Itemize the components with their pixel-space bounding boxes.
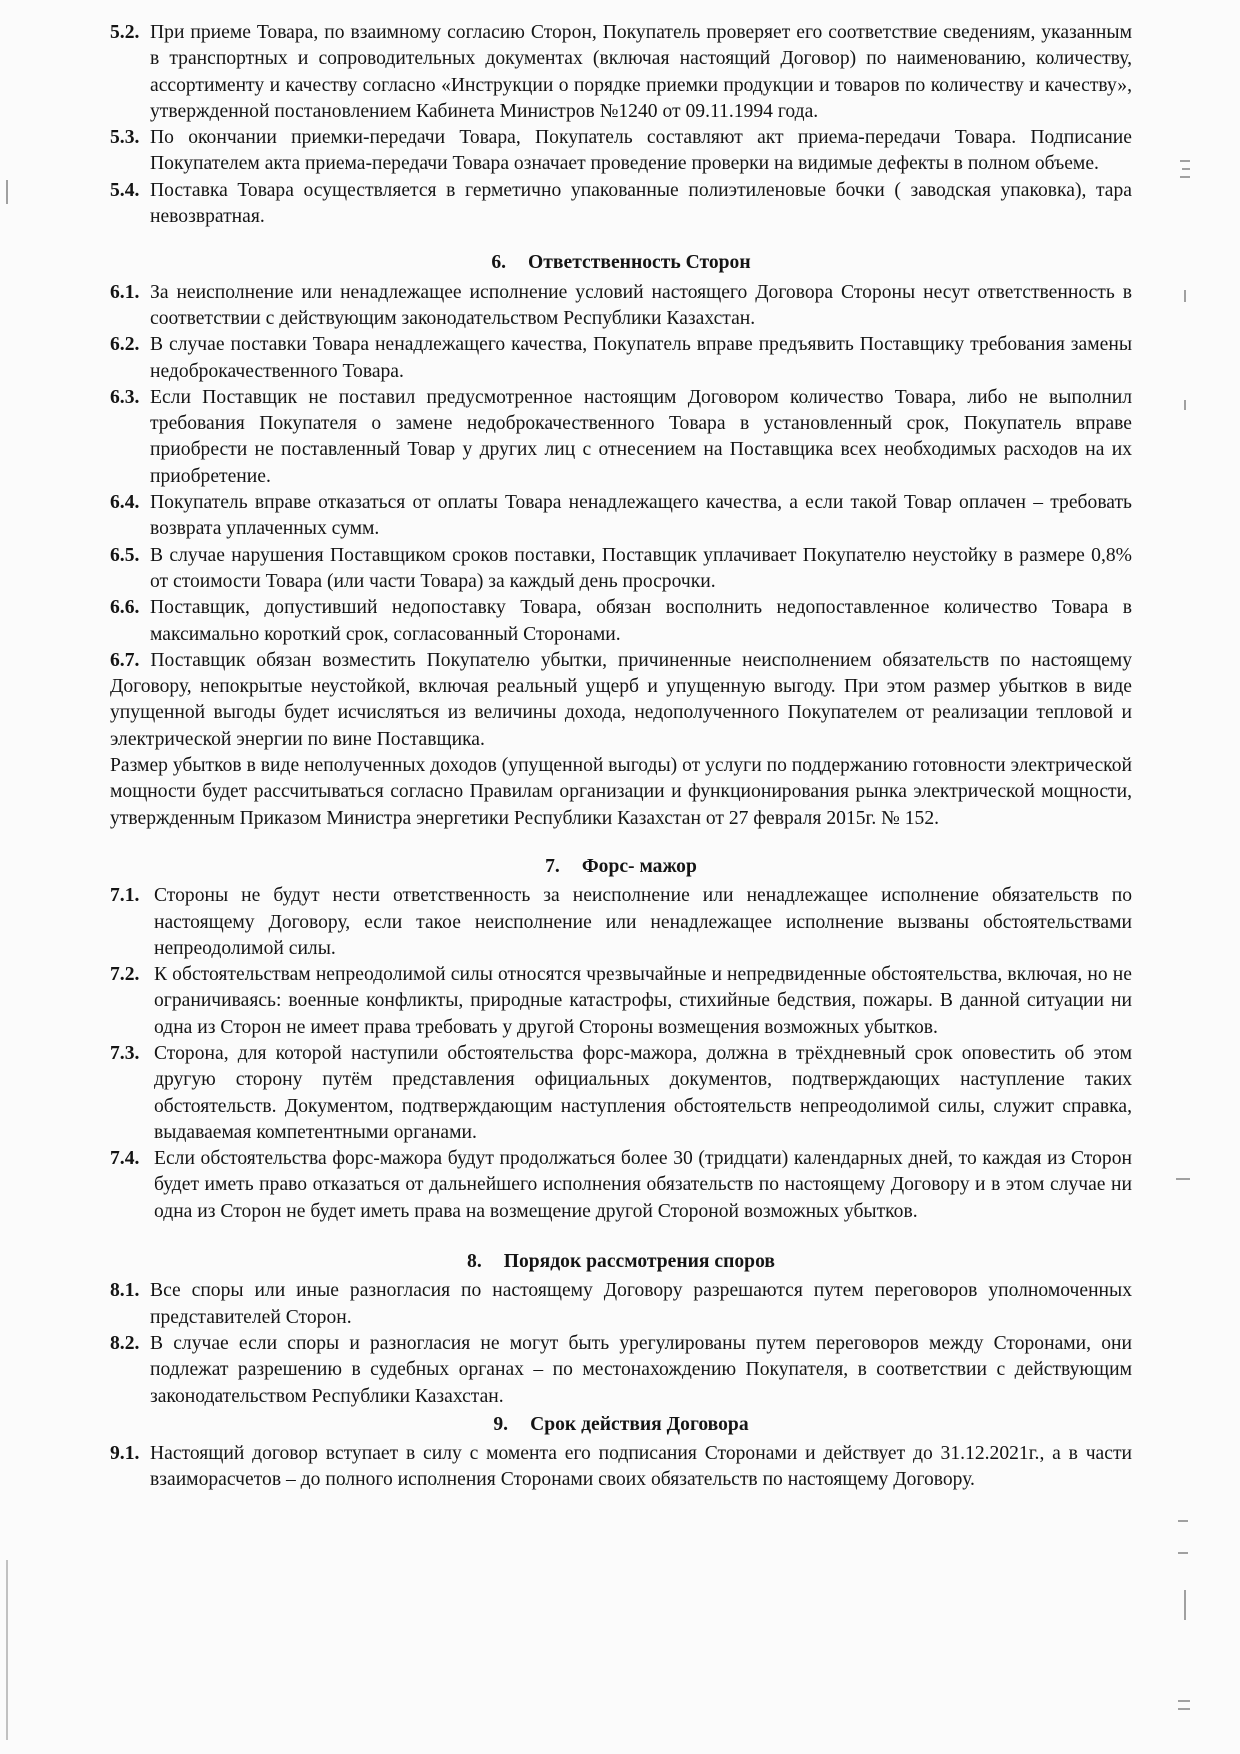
scan-mark	[1178, 1520, 1188, 1522]
scan-mark	[1176, 1178, 1190, 1180]
scan-mark	[1178, 1708, 1190, 1710]
clause-number: 5.2.	[110, 22, 140, 43]
scan-mark	[1184, 400, 1186, 410]
clause-number: 6.5.	[110, 544, 140, 566]
clause-number: 7.1.	[110, 885, 140, 907]
clause-number: 6.2.	[110, 334, 140, 356]
section-number: 9.	[493, 1413, 509, 1435]
section-number: 7.	[545, 855, 560, 877]
clause-7-4	[110, 1146, 1132, 1225]
clause-text: Все споры или иные разногласия по настоящему Договору разрешаются путем переговоров уполномоченных представителей Сторон.	[150, 1280, 1132, 1328]
clause-9-1	[110, 1441, 1132, 1494]
clause-text: Покупатель вправе отказаться от оплаты Товара ненадлежащего качества, а если такой Товар оплачен – требовать возврата уплаченных сумм.	[150, 492, 1132, 540]
clause-7-2	[110, 962, 1132, 1041]
clause-6-1	[110, 280, 1132, 333]
clause-number: 5.4.	[110, 179, 140, 201]
clause-text: В случае нарушения Поставщиком сроков поставки, Поставщик уплачивает Покупателю неустойку в размере 0,8% от стоимости Товара (или части Товара) за каждый день просрочки.	[150, 544, 1132, 592]
contract-text	[110, 20, 1132, 1494]
section-8-heading	[110, 1249, 1132, 1275]
clause-6-7	[110, 648, 1132, 753]
clause-number: 6.6.	[110, 597, 140, 619]
clause-6-6	[110, 595, 1132, 648]
clause-number: 7.2.	[110, 964, 140, 986]
scan-mark	[1180, 160, 1190, 162]
section-title: Ответственность Сторон	[528, 252, 751, 274]
clause-number: 6.1.	[110, 281, 140, 303]
clause-8-2	[110, 1331, 1132, 1410]
clause-text: В случае поставки Товара ненадлежащего качества, Покупатель вправе предъявить Поставщику требования замены недоброкачественного Товара.	[150, 334, 1132, 382]
scan-mark	[1180, 176, 1190, 178]
section-number: 6.	[491, 252, 507, 274]
section-title: Порядок рассмотрения споров	[503, 1251, 775, 1273]
clause-7-3	[110, 1041, 1132, 1146]
section-9-clauses	[110, 1441, 1132, 1494]
clause-number: 5.3.	[110, 127, 140, 149]
section-5-clauses	[110, 20, 1132, 230]
clause-text: Поставщик обязан возместить Покупателю убытки, причиненные неисполнением обязательств по настоящему Договору, непокрытые неустойкой, включая реальный ущерб и упущенную выгоду. При этом размер убытков в виде упущенной выгоды будет исчисляться из величины дохода, недополученного Покупателем от реализации тепловой и электрической энергии по вине Поставщика.	[110, 649, 1132, 750]
section-6-paragraph: Размер убытков в виде неполученных доходов (упущенной выгоды) от услуги по поддержанию готовности электрической мощности будет рассчитываться согласно Правилам организации и функционирования рынка электрической мощности, утвержденным Приказом Министра энергетики Республики Казахстан от 27 февраля 2015г. № 152.	[110, 755, 1132, 829]
scan-mark	[6, 1560, 8, 1740]
section-title: Срок действия Договора	[530, 1413, 749, 1435]
section-9-heading	[110, 1412, 1132, 1438]
clause-text: В случае если споры и разногласия не могут быть урегулированы путем переговоров между Сторонами, они подлежат разрешению в судебных органах – по местонахождению Покупателя, в соответствии с действующим законодательством Республики Казахстан.	[150, 1332, 1132, 1407]
scan-mark	[6, 180, 8, 204]
section-7-heading	[110, 854, 1132, 880]
scan-mark	[1184, 1590, 1186, 1620]
section-6-clauses	[110, 280, 1132, 832]
clause-6-2	[110, 332, 1132, 385]
clause-5-2	[110, 20, 1132, 125]
section-6-heading	[110, 250, 1132, 276]
clause-5-4	[110, 178, 1132, 231]
scan-mark	[1178, 1552, 1188, 1554]
clause-text: Стороны не будут нести ответственность за неисполнение или ненадлежащее исполнение обязательств по настоящему Договору, если такое неисполнение или ненадлежащее исполнение вызваны обстоятельствами непреодолимой силы.	[154, 885, 1132, 959]
clause-number: 8.2.	[110, 1332, 140, 1354]
clause-text: Если обстоятельства форс-мажора будут продолжаться более 30 (тридцати) календарных дней, то каждая из Сторон будет иметь право отказаться от дальнейшего исполнения обязательств по настоящему Договору и в этом случае ни одна из Сторон не будет иметь права на возмещение другой Стороной возможных убытков.	[154, 1148, 1132, 1222]
section-number: 8.	[467, 1251, 482, 1273]
clause-5-3	[110, 125, 1132, 178]
clause-text: Поставщик, допустивший недопоставку Товара, обязан восполнить недопоставленное количество Товара в максимально короткий срок, согласованный Сторонами.	[150, 597, 1132, 645]
scan-mark	[1178, 1700, 1190, 1702]
clause-number: 6.4.	[110, 492, 140, 514]
clause-text: За неисполнение или ненадлежащее исполнение условий настоящего Договора Стороны несут ответственность в соответствии с действующим законодательством Республики Казахстан.	[150, 281, 1132, 329]
clause-text: Настоящий договор вступает в силу с момента его подписания Сторонами и действует до 31.12.2021г., а в части взаиморасчетов – до полного исполнения Сторонами своих обязательств по настоящему Договору.	[150, 1443, 1132, 1491]
clause-text: При приеме Товара, по взаимному согласию Сторон, Покупатель проверяет его соответствие сведениям, указанным в транспортных и сопроводительных документах (включая настоящий Договор) по наименованию, количеству, ассортименту и качеству согласно «Инструкции о порядке приемки продукции и товаров по количеству и качеству», утвержденной постановлением Кабинета Министров №1240 от 09.11.1994 года.	[150, 22, 1132, 122]
clause-number: 9.1.	[110, 1443, 140, 1465]
clause-number: 6.7.	[110, 649, 140, 671]
clause-8-1	[110, 1278, 1132, 1331]
clause-text: Поставка Товара осуществляется в герметично упакованные полиэтиленовые бочки ( заводская упаковка), тара невозвратная.	[150, 179, 1132, 228]
clause-6-5	[110, 543, 1132, 596]
clause-6-4	[110, 490, 1132, 543]
scan-mark	[1182, 168, 1190, 170]
section-8-clauses	[110, 1278, 1132, 1409]
clause-text: По окончании приемки-передачи Товара, Покупатель составляют акт приема-передачи Товара. Подписание Покупателем акта приема-передачи Товара означает проведение проверки на видимые дефекты в полном объеме.	[150, 127, 1132, 175]
clause-text: Если Поставщик не поставил предусмотренное настоящим Договором количество Товара, либо не выполнил требования Покупателя о замене недоброкачественного Товара в установленный срок, Покупатель вправе приобрести не поставленный Товар у других лиц с отнесением на Поставщика всех необходимых расходов на их приобретение.	[150, 386, 1132, 487]
scan-mark	[1184, 290, 1186, 302]
clause-number: 8.1.	[110, 1280, 140, 1302]
clause-7-1	[110, 883, 1132, 962]
section-title: Форс- мажор	[581, 855, 697, 877]
clause-number: 7.4.	[110, 1148, 140, 1170]
clause-text: К обстоятельствам непреодолимой силы относятся чрезвычайные и непредвиденные обстоятельства, включая, но не ограничиваясь: военные конфликты, природные катастрофы, стихийные бедствия, пожары. В данной ситуации ни одна из Сторон не имеет права требовать у другой Стороны возмещения возможных убытков.	[154, 964, 1132, 1038]
clause-number: 6.3.	[110, 386, 140, 408]
clause-number: 7.3.	[110, 1042, 140, 1064]
clause-6-3	[110, 385, 1132, 490]
clause-text: Сторона, для которой наступили обстоятельства форс-мажора, должна в трёхдневный срок оповестить об этом другую сторону путём представления официальных документов, подтверждающих наступление таких обстоятельств. Документом, подтверждающим наступления обстоятельств непреодолимой силы, служит справка, выдаваемая компетентными органами.	[154, 1042, 1132, 1143]
section-7-clauses	[110, 883, 1132, 1225]
